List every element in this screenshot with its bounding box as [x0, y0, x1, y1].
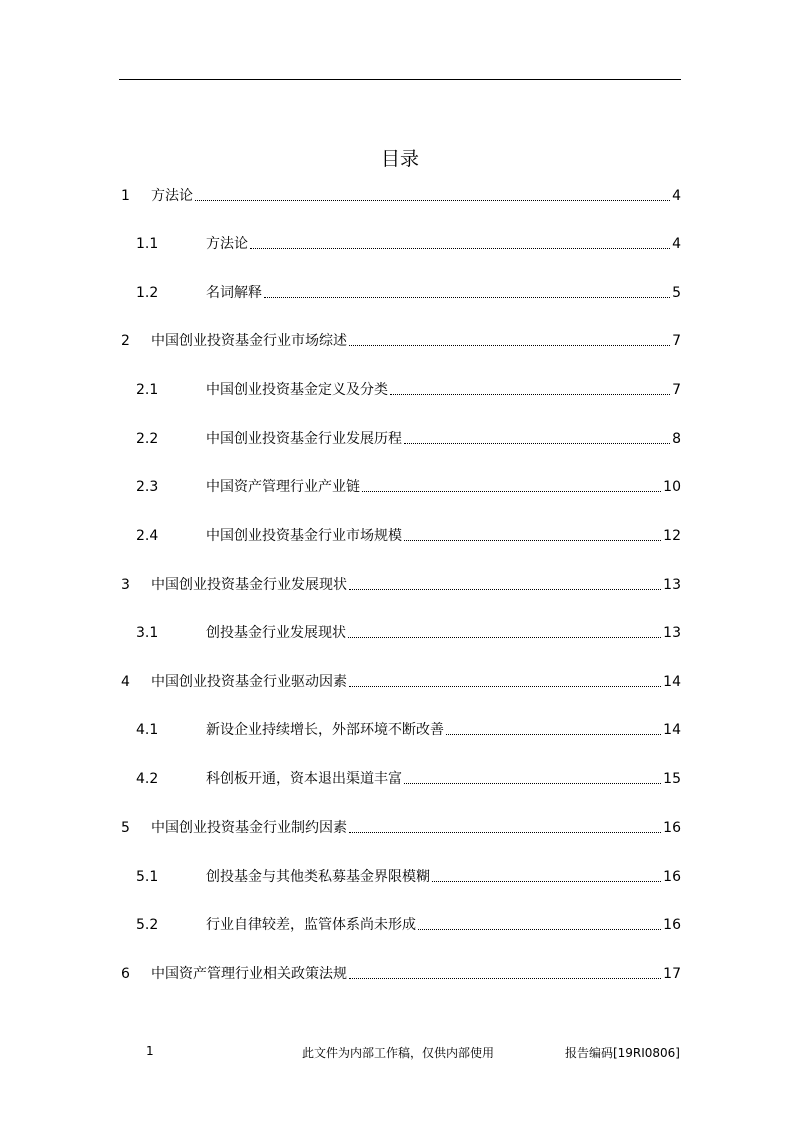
toc-entry-title: 方法论	[206, 236, 248, 252]
toc-title: 目录	[380, 148, 419, 170]
toc-dot-leader	[195, 199, 670, 201]
toc-dot-leader	[348, 636, 661, 638]
toc-entry-number: 5.2	[136, 917, 159, 933]
page-footer	[0, 1044, 800, 1064]
toc-entry-page: 13	[663, 577, 681, 593]
toc-entry-page: 14	[663, 722, 681, 738]
toc-entry-2-1[interactable]	[136, 380, 681, 400]
toc-dot-leader	[349, 685, 661, 687]
toc-entry-2-4[interactable]	[136, 526, 681, 546]
toc-dot-leader	[446, 733, 661, 735]
footer-page-number: 1	[146, 1044, 154, 1058]
toc-dot-leader	[432, 880, 661, 882]
footer-report-code: 报告编码[19RI0806]	[564, 1046, 680, 1060]
toc-entry-page: 4	[672, 236, 681, 252]
toc-entry-2-2[interactable]	[136, 429, 681, 449]
toc-entry-page: 15	[663, 771, 681, 787]
toc-entry-number: 2.4	[136, 528, 159, 544]
toc-dot-leader	[264, 296, 670, 298]
toc-entry-page: 8	[672, 431, 681, 447]
toc-dot-leader	[349, 344, 670, 346]
toc-entry-title: 方法论	[151, 188, 193, 204]
toc-entry-number: 4.1	[136, 722, 159, 738]
toc-entry-page: 16	[663, 869, 681, 885]
toc-entry-title: 创投基金行业发展现状	[206, 625, 346, 641]
toc-entry-page: 17	[663, 966, 681, 982]
toc-entry-1-1[interactable]	[136, 234, 681, 254]
toc-entry-number: 2.1	[136, 382, 159, 398]
toc-entry-number: 3.1	[136, 625, 159, 641]
toc-entry-title: 行业自律较差，监管体系尚未形成	[206, 917, 416, 933]
toc-dot-leader	[418, 928, 661, 930]
toc-entry-1-2[interactable]	[136, 283, 681, 303]
toc-entry-title: 中国资产管理行业产业链	[206, 479, 360, 495]
toc-entry-number: 3	[121, 577, 130, 593]
footer-confidential-note: 此文件为内部工作稿，仅供内部使用	[302, 1046, 495, 1060]
toc-entry-page: 5	[672, 285, 681, 301]
toc-entry-number: 2.2	[136, 431, 159, 447]
toc-entry-title: 中国创业投资基金行业制约因素	[151, 820, 347, 836]
header-rule	[119, 79, 681, 80]
toc-entry-4[interactable]	[121, 672, 681, 692]
toc-entry-title: 创投基金与其他类私募基金界限模糊	[206, 869, 430, 885]
toc-entry-page: 14	[663, 674, 681, 690]
toc-entry-page: 7	[672, 333, 681, 349]
toc-entry-5-1[interactable]	[136, 867, 681, 887]
toc-entry-page: 16	[663, 917, 681, 933]
toc-entry-title: 中国创业投资基金行业市场综述	[151, 333, 347, 349]
toc-dot-leader	[404, 539, 661, 541]
toc-entry-title: 中国资产管理行业相关政策法规	[151, 966, 347, 982]
toc-entry-5[interactable]	[121, 818, 681, 838]
toc-entry-4-2[interactable]	[136, 769, 681, 789]
toc-entry-title: 中国创业投资基金行业市场规模	[206, 528, 402, 544]
toc-dot-leader	[349, 831, 661, 833]
toc-entry-title: 中国创业投资基金行业发展现状	[151, 577, 347, 593]
toc-entry-number: 1	[121, 188, 130, 204]
toc-entry-page: 4	[672, 188, 681, 204]
toc-entry-title: 中国创业投资基金定义及分类	[206, 382, 388, 398]
toc-entry-number: 1.2	[136, 285, 159, 301]
toc-entry-number: 4	[121, 674, 130, 690]
toc-entry-number: 4.2	[136, 771, 159, 787]
toc-entry-page: 13	[663, 625, 681, 641]
toc-dot-leader	[349, 977, 661, 979]
toc-dot-leader	[250, 247, 670, 249]
toc-entry-number: 5.1	[136, 869, 159, 885]
toc-entry-4-1[interactable]	[136, 720, 681, 740]
toc-entry-title: 中国创业投资基金行业驱动因素	[151, 674, 347, 690]
toc-entry-number: 2	[121, 333, 130, 349]
toc-entry-number: 5	[121, 820, 130, 836]
toc-entry-page: 12	[663, 528, 681, 544]
toc-entry-page: 16	[663, 820, 681, 836]
toc-entry-page: 7	[672, 382, 681, 398]
toc-entry-2[interactable]	[121, 331, 681, 351]
toc-entry-number: 2.3	[136, 479, 159, 495]
toc-entry-number: 1.1	[136, 236, 159, 252]
toc-dot-leader	[362, 490, 661, 492]
toc-entry-title: 新设企业持续增长，外部环境不断改善	[206, 722, 444, 738]
toc-entry-6[interactable]	[121, 964, 681, 984]
toc-dot-leader	[404, 782, 661, 784]
toc-entry-title: 中国创业投资基金行业发展历程	[206, 431, 402, 447]
toc-dot-leader	[390, 393, 670, 395]
toc-entry-title: 名词解释	[206, 285, 262, 301]
toc-entry-3-1[interactable]	[136, 623, 681, 643]
toc-entry-page: 10	[663, 479, 681, 495]
toc-entry-title: 科创板开通，资本退出渠道丰富	[206, 771, 402, 787]
toc-entry-3[interactable]	[121, 575, 681, 595]
toc-entry-5-2[interactable]	[136, 915, 681, 935]
toc-entry-1[interactable]	[121, 186, 681, 206]
toc-dot-leader	[349, 588, 661, 590]
toc-entry-number: 6	[121, 966, 130, 982]
toc-entry-2-3[interactable]	[136, 477, 681, 497]
toc-dot-leader	[404, 442, 670, 444]
